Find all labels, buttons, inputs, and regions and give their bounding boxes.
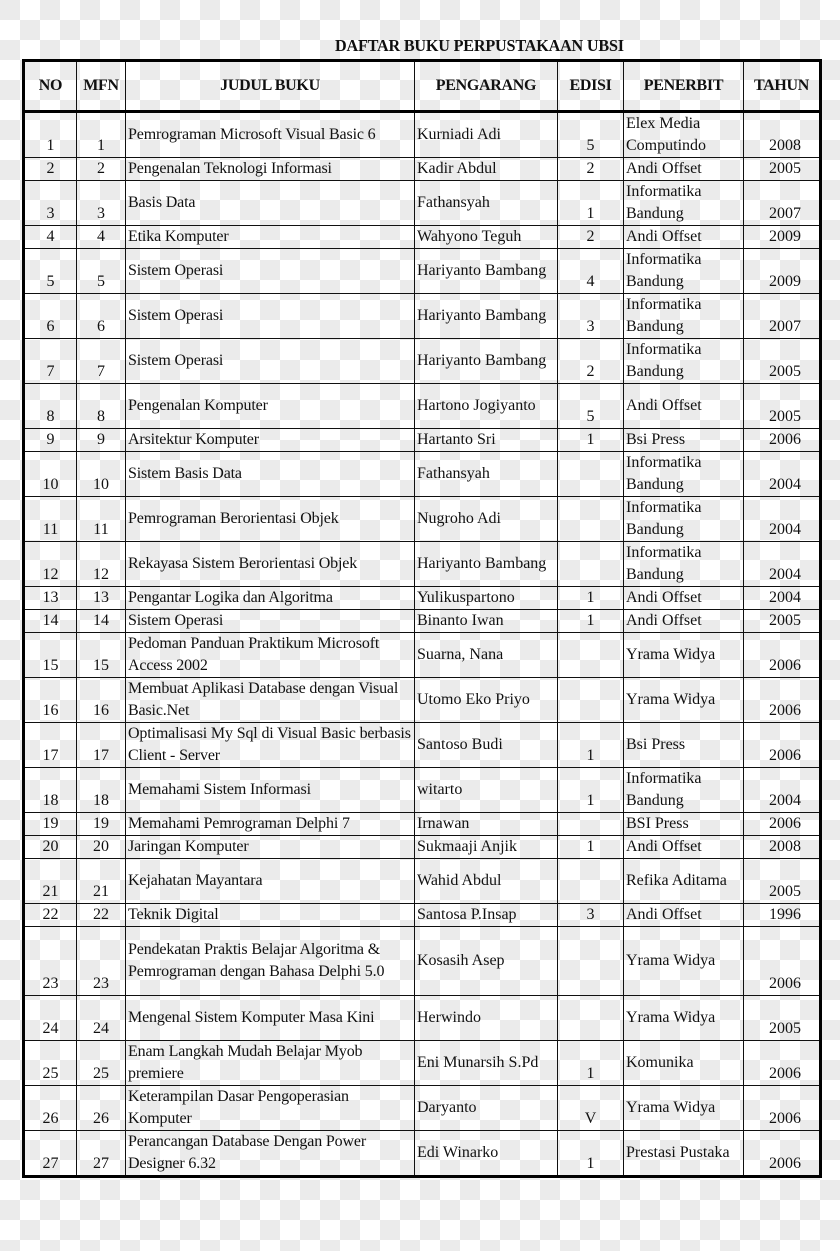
cell-no: 16 xyxy=(24,678,77,723)
cell-tahun: 2004 xyxy=(744,497,821,542)
table-row xyxy=(24,429,821,452)
cell-penerbit: Yrama Widya xyxy=(624,633,744,678)
cell-judul-buku: Jaringan Komputer xyxy=(126,836,415,859)
cell-judul-buku: Teknik Digital xyxy=(126,904,415,927)
cell-judul-buku: Memahami Sistem Informasi xyxy=(126,768,415,813)
cell-judul-buku: Pendekatan Praktis Belajar Algoritma & Pemrograman dengan Bahasa Delphi 5.0 xyxy=(126,927,415,996)
cell-no: 20 xyxy=(24,836,77,859)
cell-edisi xyxy=(558,927,624,996)
header-judul-buku: JUDUL BUKU xyxy=(126,61,415,112)
page-title: DAFTAR BUKU PERPUSTAKAAN UBSI xyxy=(335,36,624,55)
header-no: NO xyxy=(24,61,77,112)
cell-mfn: 5 xyxy=(77,249,126,294)
cell-judul-buku: Pengenalan Teknologi Informasi xyxy=(126,158,415,181)
table-row xyxy=(24,678,821,723)
cell-penerbit: Informatika Bandung xyxy=(624,768,744,813)
cell-pengarang: Herwindo xyxy=(415,996,558,1041)
cell-judul-buku: Memahami Pemrograman Delphi 7 xyxy=(126,813,415,836)
cell-mfn: 8 xyxy=(77,384,126,429)
cell-tahun: 2005 xyxy=(744,859,821,904)
cell-tahun: 2005 xyxy=(744,158,821,181)
table-row xyxy=(24,249,821,294)
cell-tahun: 2006 xyxy=(744,1131,821,1177)
header-edisi: EDISI xyxy=(558,61,624,112)
cell-penerbit: Informatika Bandung xyxy=(624,294,744,339)
cell-penerbit: Bsi Press xyxy=(624,429,744,452)
cell-pengarang: Irnawan xyxy=(415,813,558,836)
table-row xyxy=(24,112,821,158)
table-row xyxy=(24,1086,821,1131)
table-row xyxy=(24,1041,821,1086)
header-pengarang: PENGARANG xyxy=(415,61,558,112)
cell-tahun: 2006 xyxy=(744,1041,821,1086)
cell-edisi xyxy=(558,542,624,587)
cell-pengarang: Edi Winarko xyxy=(415,1131,558,1177)
cell-no: 15 xyxy=(24,633,77,678)
cell-mfn: 18 xyxy=(77,768,126,813)
table-row xyxy=(24,723,821,768)
table-header xyxy=(24,61,821,112)
cell-edisi: 1 xyxy=(558,723,624,768)
cell-penerbit: Yrama Widya xyxy=(624,1086,744,1131)
cell-no: 19 xyxy=(24,813,77,836)
cell-pengarang: Santoso Budi xyxy=(415,723,558,768)
cell-no: 14 xyxy=(24,610,77,633)
cell-tahun: 2006 xyxy=(744,813,821,836)
table-body xyxy=(24,112,821,1177)
cell-penerbit: Andi Offset xyxy=(624,384,744,429)
header-tahun: TAHUN xyxy=(744,61,821,112)
cell-tahun: 2006 xyxy=(744,678,821,723)
cell-judul-buku: Keterampilan Dasar Pengoperasian Komputer xyxy=(126,1086,415,1131)
cell-penerbit: Elex Media Computindo xyxy=(624,112,744,158)
cell-pengarang: Nugroho Adi xyxy=(415,497,558,542)
cell-pengarang: Hartono Jogiyanto xyxy=(415,384,558,429)
table-row xyxy=(24,158,821,181)
cell-penerbit: Yrama Widya xyxy=(624,678,744,723)
cell-tahun: 2006 xyxy=(744,723,821,768)
cell-judul-buku: Enam Langkah Mudah Belajar Myob premiere xyxy=(126,1041,415,1086)
cell-pengarang: Fathansyah xyxy=(415,452,558,497)
cell-edisi: 2 xyxy=(558,158,624,181)
cell-tahun: 2009 xyxy=(744,226,821,249)
cell-pengarang: Sukmaaji Anjik xyxy=(415,836,558,859)
cell-judul-buku: Etika Komputer xyxy=(126,226,415,249)
cell-pengarang: Santosa P.Insap xyxy=(415,904,558,927)
cell-penerbit: Informatika Bandung xyxy=(624,452,744,497)
cell-pengarang: Hariyanto Bambang xyxy=(415,542,558,587)
cell-penerbit: Refika Aditama xyxy=(624,859,744,904)
cell-penerbit: Andi Offset xyxy=(624,904,744,927)
cell-penerbit: Yrama Widya xyxy=(624,927,744,996)
cell-mfn: 2 xyxy=(77,158,126,181)
cell-penerbit: Andi Offset xyxy=(624,836,744,859)
cell-mfn: 4 xyxy=(77,226,126,249)
cell-tahun: 2005 xyxy=(744,996,821,1041)
cell-pengarang: Kadir Abdul xyxy=(415,158,558,181)
table-row xyxy=(24,339,821,384)
cell-judul-buku: Sistem Operasi xyxy=(126,294,415,339)
cell-mfn: 24 xyxy=(77,996,126,1041)
cell-penerbit: Yrama Widya xyxy=(624,996,744,1041)
table-row xyxy=(24,904,821,927)
cell-pengarang: Hariyanto Bambang xyxy=(415,294,558,339)
cell-mfn: 14 xyxy=(77,610,126,633)
cell-judul-buku: Arsitektur Komputer xyxy=(126,429,415,452)
cell-judul-buku: Pedoman Panduan Praktikum Microsoft Access 2002 xyxy=(126,633,415,678)
table-row xyxy=(24,859,821,904)
cell-no: 1 xyxy=(24,112,77,158)
cell-judul-buku: Sistem Operasi xyxy=(126,610,415,633)
cell-mfn: 27 xyxy=(77,1131,126,1177)
cell-tahun: 2006 xyxy=(744,1086,821,1131)
table-row xyxy=(24,294,821,339)
cell-penerbit: Informatika Bandung xyxy=(624,542,744,587)
cell-judul-buku: Mengenal Sistem Komputer Masa Kini xyxy=(126,996,415,1041)
cell-tahun: 2008 xyxy=(744,836,821,859)
cell-pengarang: Eni Munarsih S.Pd xyxy=(415,1041,558,1086)
cell-pengarang: Kurniadi Adi xyxy=(415,112,558,158)
cell-judul-buku: Sistem Operasi xyxy=(126,339,415,384)
cell-penerbit: Andi Offset xyxy=(624,226,744,249)
cell-pengarang: Hariyanto Bambang xyxy=(415,339,558,384)
cell-edisi: 5 xyxy=(558,112,624,158)
cell-no: 8 xyxy=(24,384,77,429)
cell-edisi: 1 xyxy=(558,768,624,813)
cell-penerbit: Andi Offset xyxy=(624,587,744,610)
cell-penerbit: BSI Press xyxy=(624,813,744,836)
cell-edisi: 1 xyxy=(558,1131,624,1177)
cell-judul-buku: Basis Data xyxy=(126,181,415,226)
cell-pengarang: Hariyanto Bambang xyxy=(415,249,558,294)
cell-judul-buku: Optimalisasi My Sql di Visual Basic berbasis Client - Server xyxy=(126,723,415,768)
cell-no: 17 xyxy=(24,723,77,768)
cell-edisi: 1 xyxy=(558,181,624,226)
cell-no: 3 xyxy=(24,181,77,226)
cell-penerbit: Prestasi Pustaka xyxy=(624,1131,744,1177)
cell-no: 26 xyxy=(24,1086,77,1131)
cell-tahun: 2007 xyxy=(744,294,821,339)
cell-edisi xyxy=(558,497,624,542)
cell-tahun: 2008 xyxy=(744,112,821,158)
cell-mfn: 23 xyxy=(77,927,126,996)
cell-no: 23 xyxy=(24,927,77,996)
cell-penerbit: Komunika xyxy=(624,1041,744,1086)
cell-mfn: 15 xyxy=(77,633,126,678)
cell-tahun: 1996 xyxy=(744,904,821,927)
cell-penerbit: Informatika Bandung xyxy=(624,339,744,384)
cell-pengarang: Kosasih Asep xyxy=(415,927,558,996)
cell-no: 24 xyxy=(24,996,77,1041)
cell-no: 7 xyxy=(24,339,77,384)
cell-judul-buku: Sistem Operasi xyxy=(126,249,415,294)
cell-edisi xyxy=(558,813,624,836)
cell-mfn: 3 xyxy=(77,181,126,226)
cell-edisi: 2 xyxy=(558,226,624,249)
cell-mfn: 26 xyxy=(77,1086,126,1131)
cell-judul-buku: Perancangan Database Dengan Power Designer 6.32 xyxy=(126,1131,415,1177)
table-row xyxy=(24,226,821,249)
cell-pengarang: Utomo Eko Priyo xyxy=(415,678,558,723)
cell-tahun: 2006 xyxy=(744,429,821,452)
cell-edisi xyxy=(558,452,624,497)
cell-edisi xyxy=(558,678,624,723)
cell-edisi: V xyxy=(558,1086,624,1131)
cell-pengarang: Wahyono Teguh xyxy=(415,226,558,249)
cell-judul-buku: Sistem Basis Data xyxy=(126,452,415,497)
cell-penerbit: Informatika Bandung xyxy=(624,249,744,294)
table-row xyxy=(24,1131,821,1177)
table-row xyxy=(24,542,821,587)
cell-pengarang: Suarna, Nana xyxy=(415,633,558,678)
cell-pengarang: Binanto Iwan xyxy=(415,610,558,633)
cell-mfn: 20 xyxy=(77,836,126,859)
cell-judul-buku: Kejahatan Mayantara xyxy=(126,859,415,904)
cell-tahun: 2009 xyxy=(744,249,821,294)
cell-pengarang: Yulikuspartono xyxy=(415,587,558,610)
cell-judul-buku: Pemrograman Berorientasi Objek xyxy=(126,497,415,542)
cell-no: 13 xyxy=(24,587,77,610)
table-row xyxy=(24,768,821,813)
table-row xyxy=(24,813,821,836)
cell-tahun: 2007 xyxy=(744,181,821,226)
cell-no: 21 xyxy=(24,859,77,904)
book-list-table xyxy=(22,59,822,1178)
cell-edisi: 1 xyxy=(558,587,624,610)
cell-no: 6 xyxy=(24,294,77,339)
cell-penerbit: Informatika Bandung xyxy=(624,497,744,542)
cell-penerbit: Andi Offset xyxy=(624,610,744,633)
cell-mfn: 9 xyxy=(77,429,126,452)
cell-judul-buku: Pengantar Logika dan Algoritma xyxy=(126,587,415,610)
cell-edisi xyxy=(558,996,624,1041)
table-row xyxy=(24,452,821,497)
cell-no: 12 xyxy=(24,542,77,587)
cell-judul-buku: Rekayasa Sistem Berorientasi Objek xyxy=(126,542,415,587)
cell-edisi xyxy=(558,633,624,678)
table-row xyxy=(24,610,821,633)
cell-mfn: 1 xyxy=(77,112,126,158)
cell-penerbit: Bsi Press xyxy=(624,723,744,768)
cell-mfn: 21 xyxy=(77,859,126,904)
cell-mfn: 7 xyxy=(77,339,126,384)
cell-pengarang: Fathansyah xyxy=(415,181,558,226)
cell-edisi: 1 xyxy=(558,429,624,452)
cell-penerbit: Andi Offset xyxy=(624,158,744,181)
cell-edisi: 1 xyxy=(558,1041,624,1086)
cell-edisi xyxy=(558,859,624,904)
cell-pengarang: Wahid Abdul xyxy=(415,859,558,904)
table-row xyxy=(24,181,821,226)
cell-no: 18 xyxy=(24,768,77,813)
cell-mfn: 16 xyxy=(77,678,126,723)
cell-no: 2 xyxy=(24,158,77,181)
cell-mfn: 25 xyxy=(77,1041,126,1086)
cell-judul-buku: Pengenalan Komputer xyxy=(126,384,415,429)
cell-edisi: 1 xyxy=(558,836,624,859)
cell-penerbit: Informatika Bandung xyxy=(624,181,744,226)
cell-mfn: 22 xyxy=(77,904,126,927)
table-row xyxy=(24,996,821,1041)
table-row xyxy=(24,497,821,542)
cell-mfn: 12 xyxy=(77,542,126,587)
cell-mfn: 13 xyxy=(77,587,126,610)
cell-no: 9 xyxy=(24,429,77,452)
cell-no: 25 xyxy=(24,1041,77,1086)
cell-tahun: 2004 xyxy=(744,587,821,610)
cell-mfn: 19 xyxy=(77,813,126,836)
cell-tahun: 2004 xyxy=(744,452,821,497)
cell-no: 5 xyxy=(24,249,77,294)
cell-edisi: 4 xyxy=(558,249,624,294)
cell-tahun: 2006 xyxy=(744,927,821,996)
cell-tahun: 2004 xyxy=(744,542,821,587)
table-row xyxy=(24,836,821,859)
cell-tahun: 2005 xyxy=(744,339,821,384)
cell-mfn: 11 xyxy=(77,497,126,542)
cell-edisi: 5 xyxy=(558,384,624,429)
cell-tahun: 2006 xyxy=(744,633,821,678)
cell-no: 4 xyxy=(24,226,77,249)
cell-pengarang: witarto xyxy=(415,768,558,813)
table-row xyxy=(24,927,821,996)
cell-no: 11 xyxy=(24,497,77,542)
cell-no: 22 xyxy=(24,904,77,927)
cell-mfn: 10 xyxy=(77,452,126,497)
cell-tahun: 2005 xyxy=(744,384,821,429)
cell-judul-buku: Pemrograman Microsoft Visual Basic 6 xyxy=(126,112,415,158)
cell-mfn: 6 xyxy=(77,294,126,339)
header-penerbit: PENERBIT xyxy=(624,61,744,112)
cell-no: 27 xyxy=(24,1131,77,1177)
cell-edisi: 3 xyxy=(558,294,624,339)
cell-tahun: 2005 xyxy=(744,610,821,633)
cell-pengarang: Hartanto Sri xyxy=(415,429,558,452)
cell-tahun: 2004 xyxy=(744,768,821,813)
header-mfn: MFN xyxy=(77,61,126,112)
cell-edisi: 1 xyxy=(558,610,624,633)
cell-pengarang: Daryanto xyxy=(415,1086,558,1131)
table-row xyxy=(24,384,821,429)
cell-no: 10 xyxy=(24,452,77,497)
cell-judul-buku: Membuat Aplikasi Database dengan Visual Basic.Net xyxy=(126,678,415,723)
table-row xyxy=(24,633,821,678)
cell-mfn: 17 xyxy=(77,723,126,768)
cell-edisi: 3 xyxy=(558,904,624,927)
table-row xyxy=(24,587,821,610)
cell-edisi: 2 xyxy=(558,339,624,384)
